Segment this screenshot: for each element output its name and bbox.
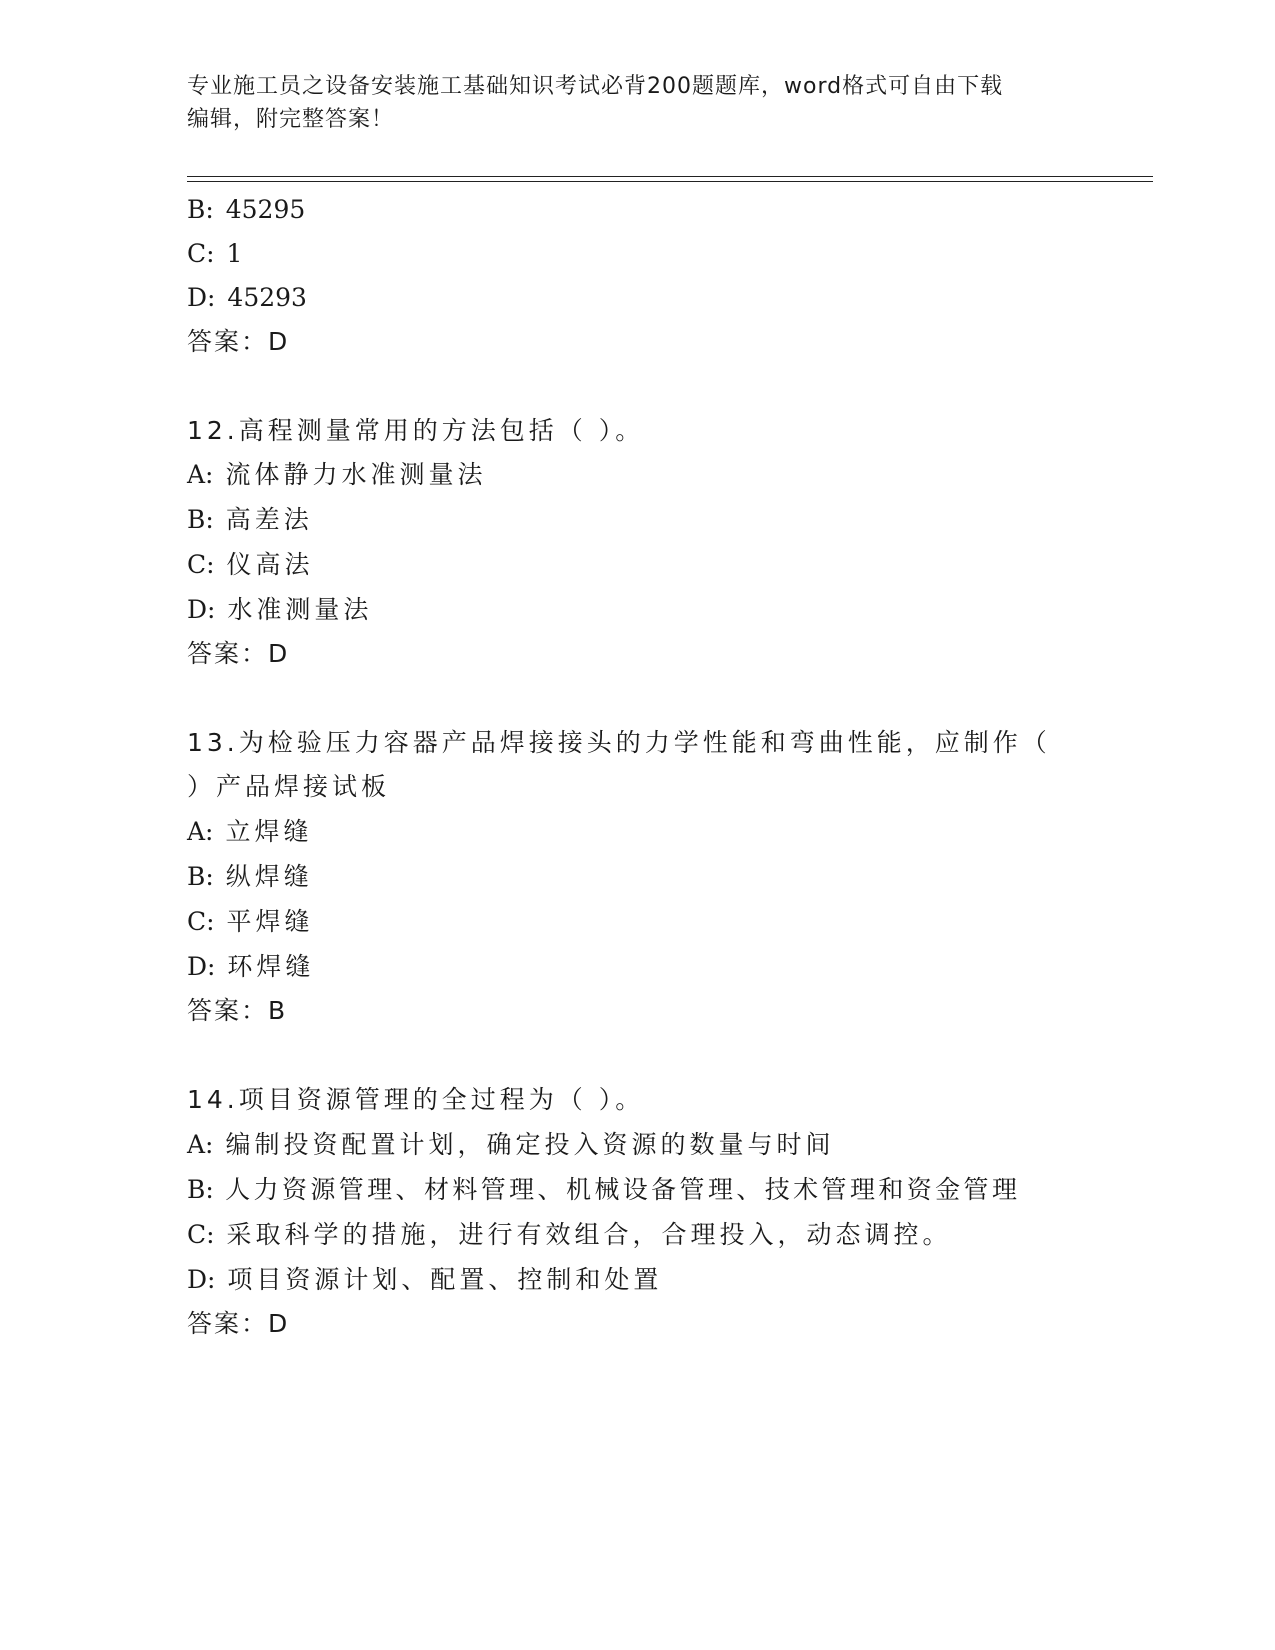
- option-text: 1: [226, 239, 243, 268]
- option-text: 环焊缝: [227, 952, 315, 981]
- option-letter: B:: [187, 195, 214, 224]
- option-letter: C:: [187, 1220, 215, 1249]
- q13-option-d: [187, 950, 314, 984]
- q13-question-line-2: ）产品焊接试板: [187, 772, 391, 801]
- q14-question: 14.项目资源管理的全过程为（ ）。: [187, 1085, 645, 1114]
- q14-answer: 答案：D: [187, 1309, 290, 1338]
- q13-option-a: [187, 815, 312, 849]
- option-text: 仪高法: [226, 550, 314, 579]
- option-letter: A:: [187, 1130, 214, 1159]
- q12-option-a: [187, 458, 486, 492]
- q13-answer: 答案：B: [187, 996, 288, 1025]
- q11-option-d: [187, 281, 307, 315]
- option-letter: B:: [187, 1175, 214, 1204]
- option-text: 45293: [227, 283, 307, 312]
- header-divider-bottom: [187, 181, 1153, 182]
- header-title-line-2: 编辑，附完整答案！: [187, 107, 395, 132]
- option-text: 采取科学的措施，进行有效组合，合理投入，动态调控。: [226, 1220, 952, 1249]
- option-letter: C:: [187, 239, 215, 268]
- q14-option-c: [187, 1218, 952, 1252]
- q11-answer: 答案：D: [187, 327, 290, 356]
- q14-option-a: [187, 1128, 834, 1162]
- q14-option-d: [187, 1263, 662, 1297]
- option-letter: B:: [187, 505, 214, 534]
- q12-question: 12.高程测量常用的方法包括（ ）。: [187, 416, 645, 445]
- option-letter: D:: [187, 595, 216, 624]
- q12-option-b: [187, 503, 313, 537]
- q12-answer: 答案：D: [187, 639, 290, 668]
- header-title-line-1: 专业施工员之设备安装施工基础知识考试必背200题题库，word格式可自由下载: [187, 74, 1004, 99]
- q13-option-c: [187, 905, 314, 939]
- option-text: 流体静力水准测量法: [225, 460, 487, 489]
- q11-option-c: [187, 237, 242, 271]
- option-letter: B:: [187, 862, 214, 891]
- option-letter: D:: [187, 952, 216, 981]
- header-divider-top: [187, 176, 1153, 177]
- option-text: 人力资源管理、材料管理、机械设备管理、技术管理和资金管理: [225, 1175, 1021, 1204]
- option-text: 45295: [225, 195, 306, 224]
- option-text: 编制投资配置计划，确定投入资源的数量与时间: [225, 1130, 835, 1159]
- option-letter: C:: [187, 907, 215, 936]
- option-letter: A:: [187, 460, 214, 489]
- option-letter: D:: [187, 1265, 216, 1294]
- option-text: 高差法: [225, 505, 313, 534]
- q11-option-b: [187, 193, 305, 227]
- option-text: 水准测量法: [227, 595, 373, 624]
- option-text: 立焊缝: [225, 817, 313, 846]
- option-text: 纵焊缝: [225, 862, 313, 891]
- q13-option-b: [187, 860, 313, 894]
- q12-option-c: [187, 548, 314, 582]
- q12-option-d: [187, 593, 372, 627]
- option-text: 项目资源计划、配置、控制和处置: [227, 1265, 663, 1294]
- option-letter: C:: [187, 550, 215, 579]
- document-header: [187, 70, 1087, 136]
- option-text: 平焊缝: [226, 907, 314, 936]
- option-letter: D:: [187, 283, 216, 312]
- option-letter: A:: [187, 817, 214, 846]
- q13-question-line-1: 13.为检验压力容器产品焊接接头的力学性能和弯曲性能，应制作（: [187, 728, 1051, 757]
- q14-option-b: [187, 1173, 1020, 1207]
